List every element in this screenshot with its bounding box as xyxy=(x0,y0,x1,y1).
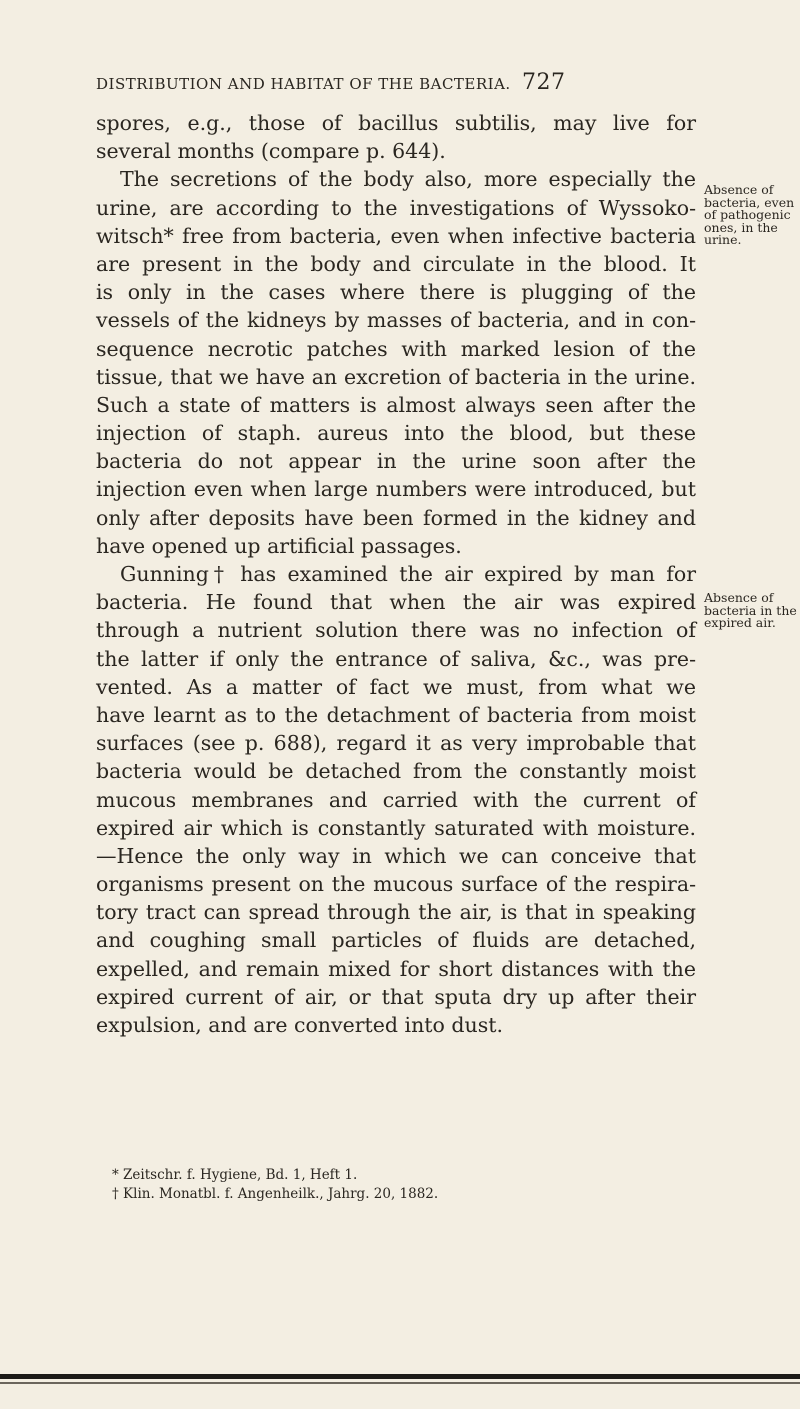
text-line: tory tract can spread through the air, is that in speaking xyxy=(96,900,696,925)
footnotes xyxy=(112,1166,692,1204)
text-line: are present in the body and circulate in the blood. It xyxy=(96,251,696,276)
footnote: * Zeitschr. f. Hygiene, Bd. 1, Heft 1. xyxy=(112,1167,358,1183)
text-line: expulsion, and are converted into dust. xyxy=(96,1013,503,1037)
bottom-border xyxy=(0,1374,800,1379)
text-line: —Hence the only way in which we can conceive that xyxy=(96,843,696,868)
text-line: only after deposits have been formed in the kidney and xyxy=(96,505,696,530)
text-line: witsch* free from bacteria, even when infective bacteria xyxy=(96,223,696,248)
text-line: urine, are according to the investigations of Wyssoko- xyxy=(96,195,696,220)
body-text xyxy=(96,109,696,1039)
text-line: expired current of air, or that sputa dry up after their xyxy=(96,984,696,1009)
margin-note-expired-air xyxy=(704,592,800,630)
text-line: spores, e.g., those of bacillus subtilis, may live for xyxy=(96,111,696,135)
text-line: tissue, that we have an excretion of bacteria in the urine. xyxy=(96,364,696,389)
text-line: injection of staph. aureus into the blood, but these xyxy=(96,421,696,446)
text-line: the latter if only the entrance of saliva, &c., was pre- xyxy=(96,646,696,671)
margin-note-line: bacteria in the xyxy=(704,602,797,618)
text-line: Such a state of matters is almost always seen after the xyxy=(96,392,696,417)
text-line: and coughing small particles of fluids are detached, xyxy=(96,928,696,953)
margin-note-line: urine. xyxy=(704,232,742,247)
text-line: surfaces (see p. 688), regard it as very improbable that xyxy=(96,731,696,756)
text-line: The secretions of the body also, more especially the xyxy=(120,167,696,192)
margin-note-line: ones, in the xyxy=(704,219,778,235)
margin-note-line: Absence of xyxy=(704,182,774,197)
text-line: have learnt as to the detachment of bacteria from moist xyxy=(96,702,696,727)
text-line: is only in the cases where there is plugging of the xyxy=(96,280,696,305)
text-line: bacteria would be detached from the constantly moist xyxy=(96,759,696,784)
running-header xyxy=(96,70,706,95)
text-line: injection even when large numbers were introduced, but xyxy=(96,477,696,502)
text-line: sequence necrotic patches with marked lesion of the xyxy=(96,336,696,361)
text-line: through a nutrient solution there was no infection of xyxy=(96,618,696,643)
text-line: vessels of the kidneys by masses of bacteria, and in con- xyxy=(96,308,696,333)
text-line: vented. As a matter of fact we must, from what we xyxy=(96,674,696,699)
margin-note-line: Absence of xyxy=(704,590,774,605)
text-line: organisms present on the mucous surface of the respira- xyxy=(96,872,696,897)
text-line: Gunning† has examined the air expired by man for xyxy=(120,562,696,586)
page-number: 727 xyxy=(522,70,566,95)
footnote: † Klin. Monatbl. f. Angenheilk., Jahrg. 20, 1882. xyxy=(112,1186,439,1202)
text-line: have opened up artificial passages. xyxy=(96,533,462,558)
margin-note-line: expired air. xyxy=(704,615,776,630)
text-line: expelled, and remain mixed for short distances with the xyxy=(96,956,696,981)
text-line: bacteria. He found that when the air was expired xyxy=(96,590,696,615)
bottom-border-thin xyxy=(0,1382,800,1384)
margin-note-line: bacteria, even xyxy=(704,194,795,210)
margin-note-urine xyxy=(704,184,800,247)
text-line: mucous membranes and carried with the current of xyxy=(96,787,696,812)
margin-note-line: of pathogenic xyxy=(704,207,791,222)
text-line: several months (compare p. 644). xyxy=(96,139,446,164)
running-title: DISTRIBUTION AND HABITAT OF THE BACTERIA. xyxy=(96,75,511,93)
text-line: expired air which is constantly saturated with moisture. xyxy=(96,815,696,840)
text-line: bacteria do not appear in the urine soon after the xyxy=(96,449,696,474)
